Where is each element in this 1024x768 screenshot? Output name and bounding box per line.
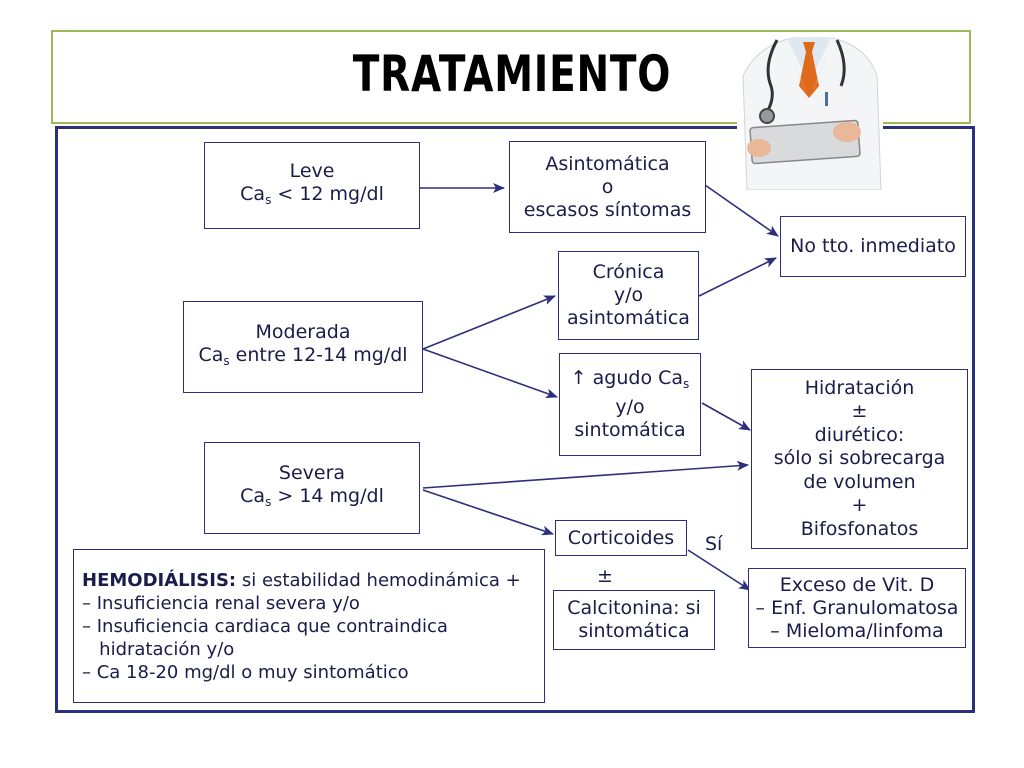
hemodialisis-heading: HEMODIÁLISIS: (82, 569, 237, 591)
node-calcitonina-line1: Calcitonina: si (567, 597, 701, 619)
node-exceso-line3: – Mieloma/linfoma (770, 619, 944, 642)
page-title: TRATAMIENTO (352, 45, 672, 103)
node-corticoides-line1: Corticoides (567, 526, 675, 549)
node-hidratacion-line6: + (851, 494, 868, 517)
node-asintomatica-line3: escasos síntomas (523, 198, 692, 221)
arrow-severa-corticoides (423, 490, 553, 534)
node-severa-line2 (240, 485, 384, 514)
arrow-moderada-agudo (423, 349, 557, 397)
node-severa (204, 442, 420, 534)
arrow-asintomatica-notto (705, 185, 778, 236)
node-exceso-line2: – Enf. Granulomatosa (755, 596, 959, 619)
node-leve-line2 (240, 183, 384, 212)
hemodialisis-line4: hidratación y/o (82, 638, 235, 660)
threshold-text: < 12 mg/dl (271, 182, 384, 205)
node-moderada-line1: Moderada (255, 321, 351, 343)
node-cronica-line1: Crónica (592, 261, 665, 283)
arrow-cronica-notto (699, 258, 776, 296)
node-agudo-line3: sintomática (574, 419, 686, 441)
threshold-text: > 14 mg/dl (271, 485, 384, 507)
arrow-moderada-cronica (423, 296, 555, 349)
node-leve-line1: Leve (289, 159, 335, 182)
doctor-illustration (737, 36, 883, 190)
node-hidratacion-line2: ± (851, 400, 868, 423)
node-agudo-line2: y/o (615, 396, 645, 418)
arrow-agudo-hidratacion (702, 403, 750, 430)
node-agudo-line1 (571, 367, 690, 396)
hemodialisis-condition: si estabilidad hemodinámica + (236, 569, 521, 591)
node-agudo (559, 353, 701, 456)
node-severa-line1: Severa (278, 462, 346, 484)
arrow-corticoides-exceso (688, 550, 750, 590)
node-moderada (183, 301, 423, 393)
node-asintomatica (509, 141, 706, 233)
agudo-label: ↑ agudo Ca (570, 367, 684, 389)
node-exceso-vitd (748, 568, 966, 648)
label-si: Sí (705, 533, 723, 555)
hemodialisis-line2: – Insuficiencia renal severa y/o (82, 592, 360, 614)
node-cronica-line2: y/o (613, 284, 644, 306)
node-hidratacion-line7: Bifosfonatos (800, 517, 919, 540)
label-plus-minus: ± (597, 565, 613, 587)
threshold-text: entre 12-14 mg/dl (229, 344, 408, 366)
node-corticoides (555, 520, 687, 556)
node-calcitonina-line2: sintomática (578, 620, 690, 642)
node-moderada-line2 (198, 344, 407, 373)
hemodialisis-line3: – Insuficiencia cardiaca que contraindica (82, 615, 448, 637)
arrow-severa-hidratacion (423, 465, 748, 488)
node-hemodialisis (73, 549, 545, 703)
node-calcitonina (553, 590, 715, 650)
node-hidratacion-line3: diurético: (814, 423, 905, 446)
node-hidratacion-line5: de volumen (803, 470, 916, 493)
node-asintomatica-line2: o (601, 175, 614, 198)
hemodialisis-line1 (82, 569, 521, 592)
node-no-tto (780, 216, 966, 277)
ca-subscript: s (265, 192, 272, 207)
node-leve (204, 142, 420, 229)
ca-label: Ca (240, 485, 266, 507)
node-exceso-line1: Exceso de Vit. D (779, 573, 935, 596)
ca-subscript: s (265, 495, 272, 509)
node-cronica-line3: asintomática (567, 307, 690, 329)
hemodialisis-line5: – Ca 18-20 mg/dl o muy sintomático (82, 661, 409, 683)
node-cronica (558, 251, 699, 340)
ca-subscript: s (683, 377, 690, 391)
node-hidratacion-line1: Hidratación (804, 376, 915, 399)
node-asintomatica-line1: Asintomática (545, 152, 670, 175)
node-hidratacion (751, 369, 968, 549)
ca-subscript: s (223, 354, 230, 368)
ca-label: Ca (198, 344, 224, 366)
node-hidratacion-line4: sólo si sobrecarga (773, 447, 946, 470)
ca-label: Ca (240, 182, 266, 205)
node-no-tto-line1: No tto. inmediato (790, 235, 956, 257)
doctor-with-tablet-icon (737, 36, 883, 190)
